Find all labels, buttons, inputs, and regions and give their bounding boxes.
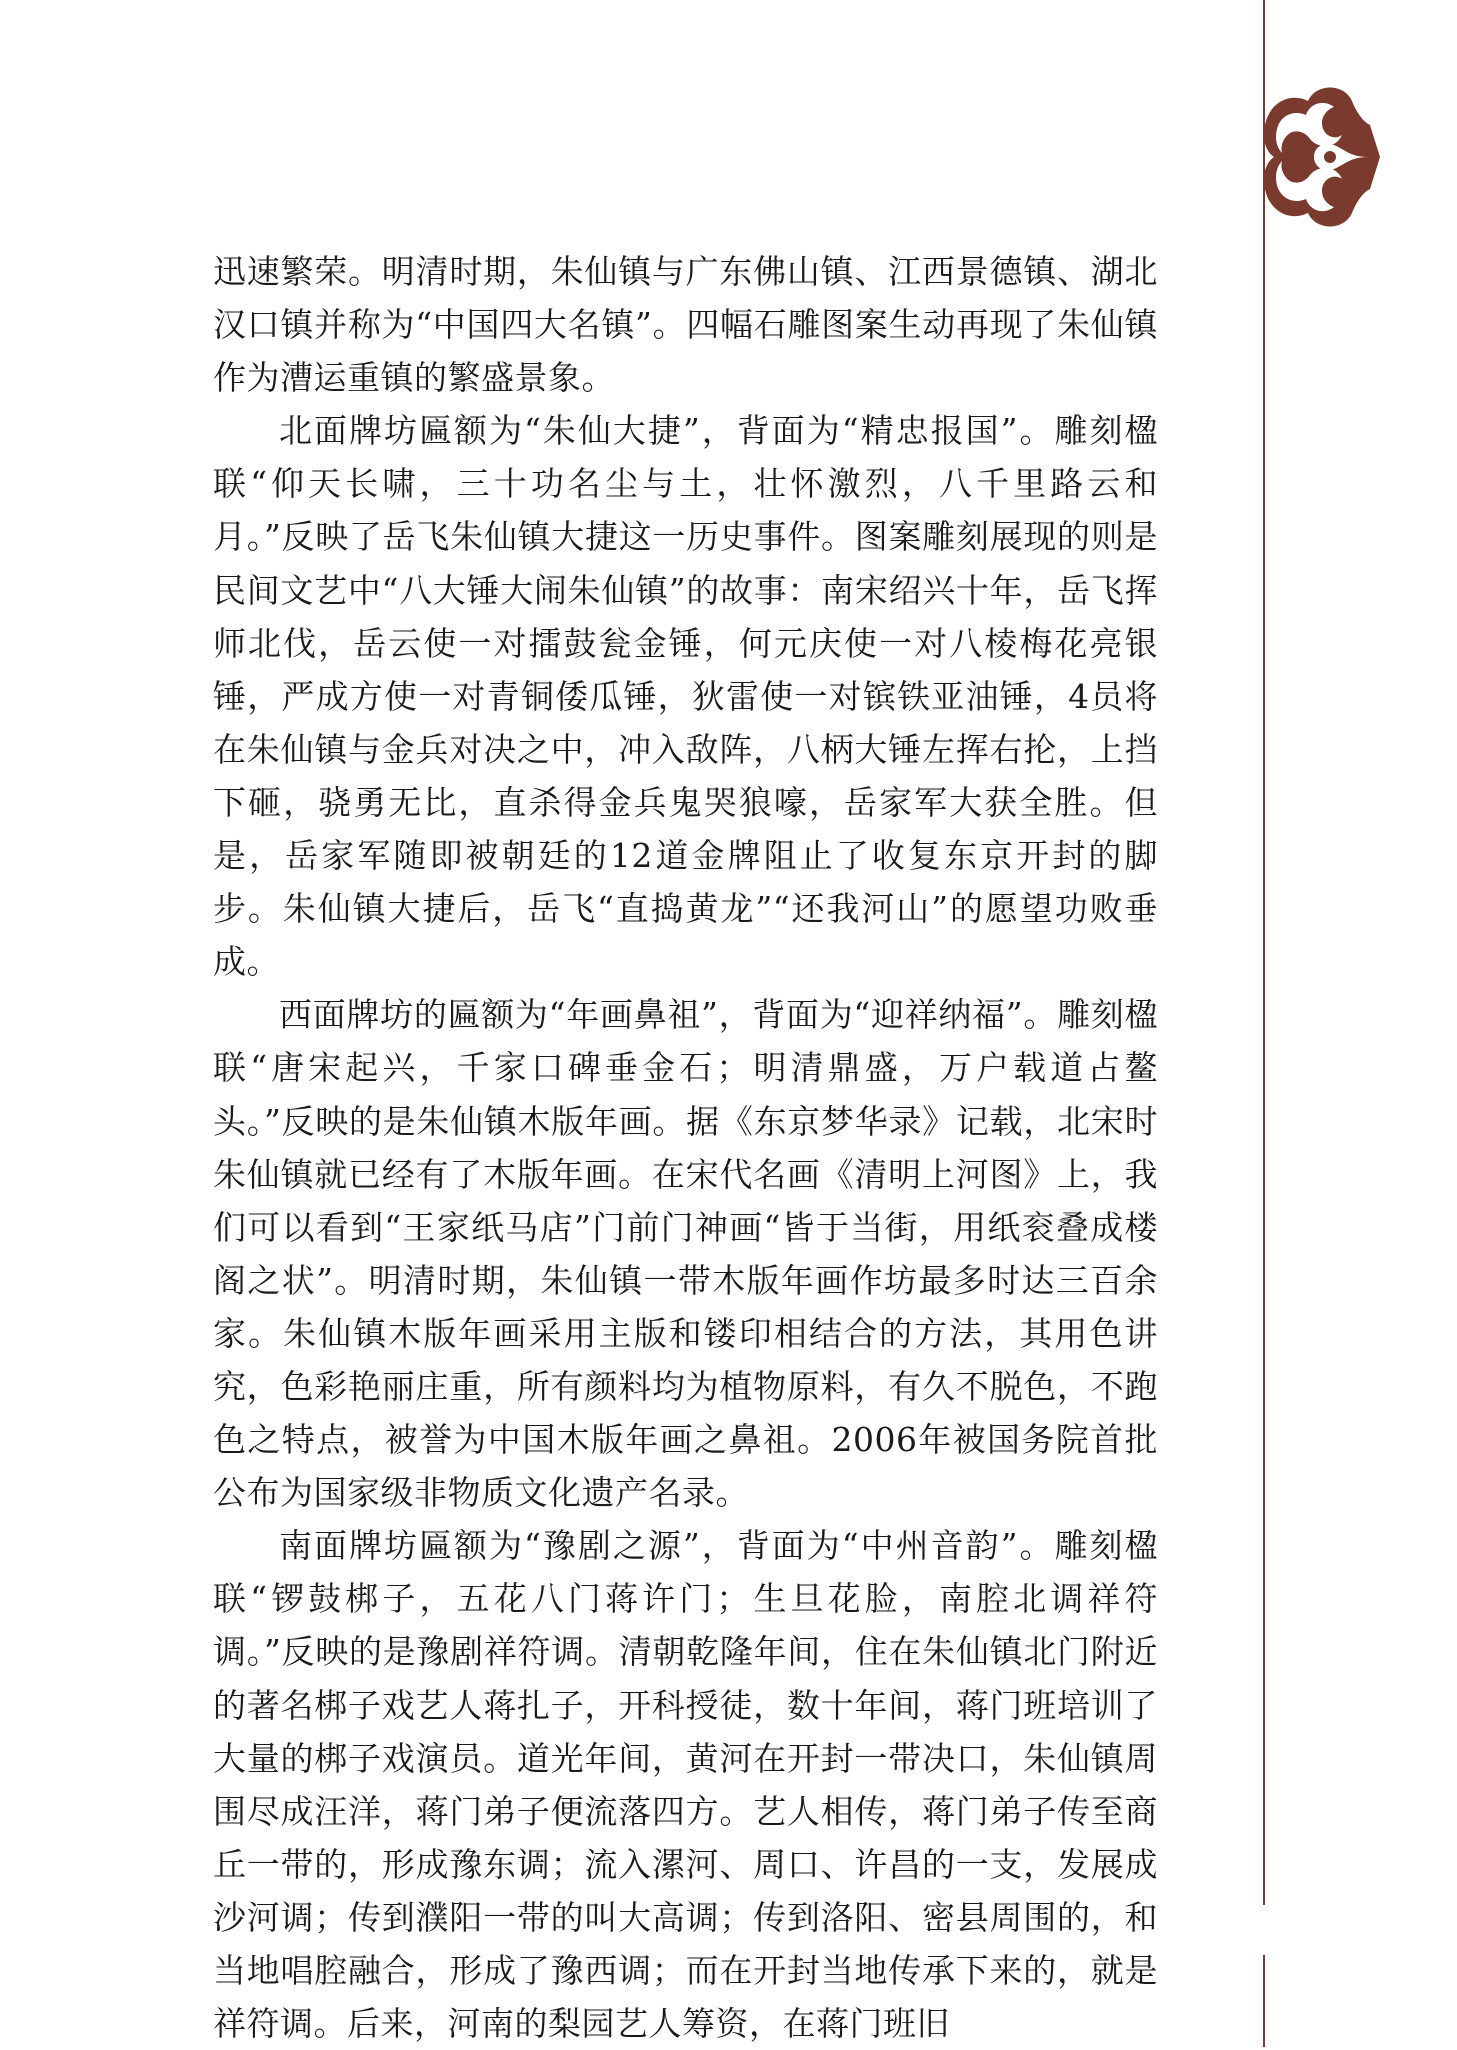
page-edge-rule-top <box>1263 0 1265 1905</box>
page-edge-rule-bottom <box>1263 1955 1265 2047</box>
body-text <box>213 245 1158 2050</box>
paragraph-north-archway: 北面牌坊匾额为“朱仙大捷”，背面为“精忠报国”。雕刻楹联“仰天长啸，三十功名尘与土，壮怀激烈，八千里路云和月。”反映了岳飞朱仙镇大捷这一历史事件。图案雕刻展现的则是民间文艺中“八大锤大闹朱仙镇”的故事：南宋绍兴十年，岳飞挥师北伐，岳云使一对擂鼓瓮金锤，何元庆使一对八棱梅花亮银锤，严成方使一对青铜倭瓜锤，狄雷使一对镔铁亚油锤，4员将在朱仙镇与金兵对决之中，冲入敌阵，八柄大锤左挥右抡，上挡下砸，骁勇无比，直杀得金兵鬼哭狼嚎，岳家军大获全胜。但是，岳家军随即被朝廷的12道金牌阻止了收复东京开封的脚步。朱仙镇大捷后，岳飞“直捣黄龙”“还我河山”的愿望功败垂成。 <box>213 411 1158 982</box>
paragraph-west-archway: 西面牌坊的匾额为“年画鼻祖”，背面为“迎祥纳福”。雕刻楹联“唐宋起兴，千家口碑垂金石；明清鼎盛，万户载道占鳌头。”反映的是朱仙镇木版年画。据《东京梦华录》记载，北宋时朱仙镇就已经有了木版年画。在宋代名画《清明上河图》上，我们可以看到“王家纸马店”门前门神画“皆于当街，用纸衮叠成楼阁之状”。明清时期，朱仙镇一带木版年画作坊最多时达三百余家。朱仙镇木版年画采用主版和镂印相结合的方法，其用色讲究，色彩艳丽庄重，所有颜料均为植物原料，有久不脱色，不跑色之特点，被誉为中国木版年画之鼻祖。2006年被国务院首批公布为国家级非物质文化遗产名录。 <box>213 995 1158 1513</box>
paragraph-intro-continuation: 迅速繁荣。明清时期，朱仙镇与广东佛山镇、江西景德镇、湖北汉口镇并称为“中国四大名镇”。四幅石雕图案生动再现了朱仙镇作为漕运重镇的繁盛景象。 <box>213 252 1158 398</box>
paragraph-south-archway: 南面牌坊匾额为“豫剧之源”，背面为“中州音韵”。雕刻楹联“锣鼓梆子，五花八门蒋许门；生旦花脸，南腔北调祥符调。”反映的是豫剧祥符调。清朝乾隆年间，住在朱仙镇北门附近的著名梆子戏艺人蒋扎子，开科授徒，数十年间，蒋门班培训了大量的梆子戏演员。道光年间，黄河在开封一带决口，朱仙镇周围尽成汪洋，蒋门弟子便流落四方。艺人相传，蒋门弟子传至商丘一带的，形成豫东调；流入漯河、周口、许昌的一支，发展成沙河调；传到濮阳一带的叫大高调；传到洛阳、密县周围的，和当地唱腔融合，形成了豫西调；而在开封当地传承下来的，就是祥符调。后来，河南的梨园艺人筹资，在蒋门班旧 <box>213 1526 1158 2044</box>
auspicious-cloud-icon <box>1258 75 1383 240</box>
